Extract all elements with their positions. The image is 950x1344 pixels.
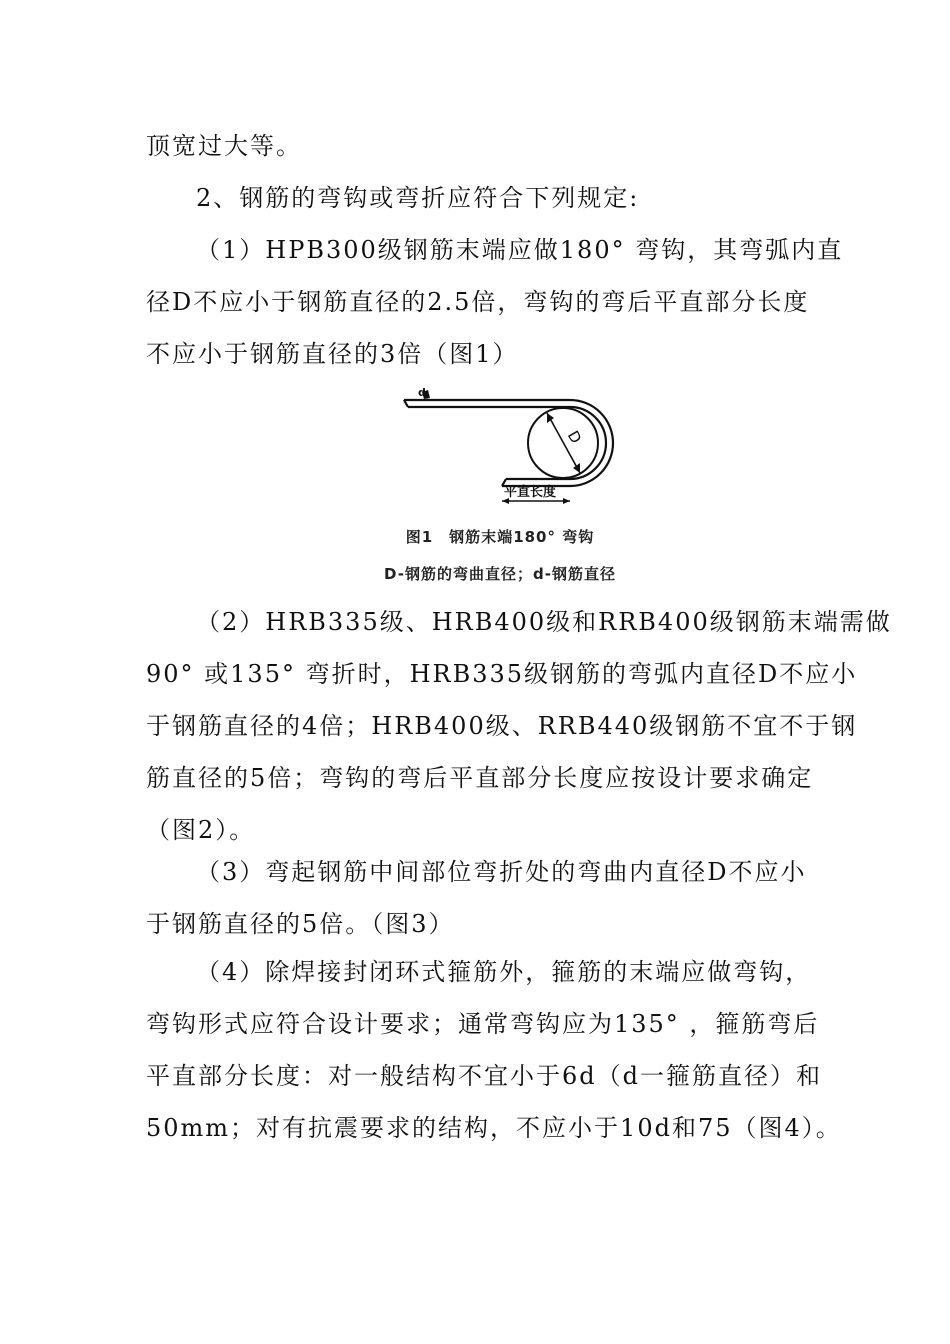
text-line: （图2）。 [146,816,256,844]
text-line: （4）除焊接封闭环式箍筋外，箍筋的末端应做弯钩， [196,958,812,986]
text-line: （3）弯起钢筋中间部位弯折处的弯曲内直径D不应小 [196,858,807,886]
text-line: 径D不应小于钢筋直径的2.5倍，弯钩的弯后平直部分长度 [146,288,810,316]
paragraph-continuation [146,120,806,172]
paragraph-item-1 [146,224,844,380]
label-diameter-D: D [563,427,586,447]
text-line: 弯钩形式应符合设计要求；通常弯钩应为135° ，箍筋弯后 [146,1010,820,1038]
text-line: 于钢筋直径的5倍。（图3） [146,910,455,938]
paragraph-item-3 [146,846,806,950]
text-line: 顶宽过大等。 [146,132,302,160]
figure-1-caption: 图1 钢筋末端180° 弯钩 [405,528,595,546]
text-line: （2）HRB335级、HRB400级和RRB400级钢筋末端需做 [196,608,892,636]
text-line: （1）HPB300级钢筋末端应做180° 弯钩，其弯弧内直 [196,236,844,264]
text-line: 2、钢筋的弯钩或弯折应符合下列规定: [196,184,640,212]
text-line: 不应小于钢筋直径的3倍（图1） [146,340,519,368]
figure-1-legend: D-钢筋的弯曲直径；d-钢筋直径 [384,565,616,583]
paragraph-item-4 [146,946,842,1154]
text-line: 于钢筋直径的4倍；HRB400级、RRB440级钢筋不宜不于钢 [146,712,858,740]
label-straight-length: 平直长度 [504,485,557,500]
text-line: 50mm；对有抗震要求的结构，不应小于10d和75（图4）。 [146,1114,842,1142]
paragraph-item-2 [146,596,892,856]
text-line: 平直部分长度：对一般结构不宜小于6d（d一箍筋直径）和 [146,1062,822,1090]
paragraph-section-2-intro [146,172,806,224]
text-line: 90° 或135° 弯折时，HRB335级钢筋的弯弧内直径D不应小 [146,660,858,688]
text-line: 筋直径的5倍；弯钩的弯后平直部分长度应按设计要求确定 [146,764,814,792]
label-d-small: d [418,386,426,399]
hook-180-figure [400,380,620,505]
